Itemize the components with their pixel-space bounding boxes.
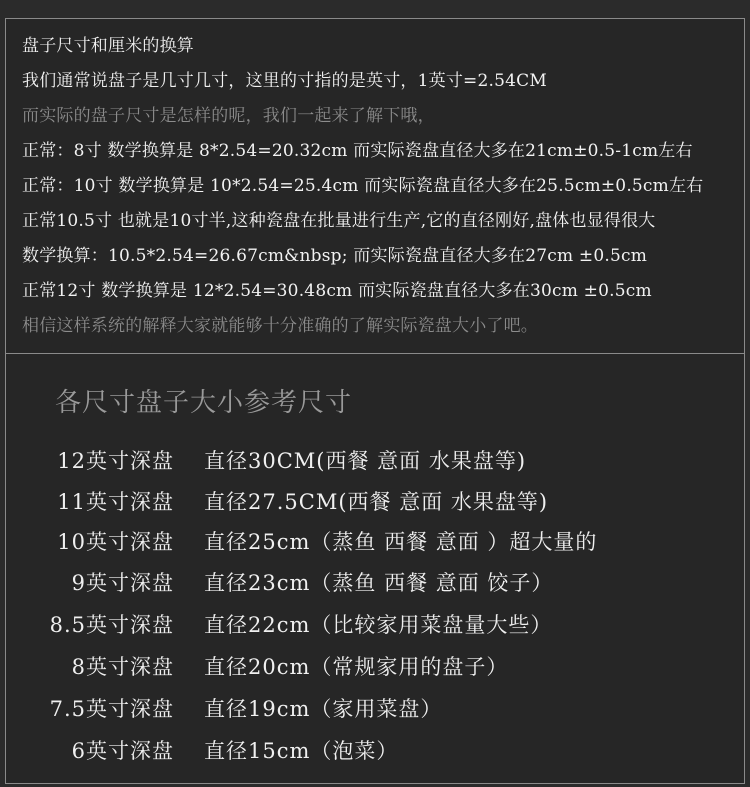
size-detail: 直径15cm（泡菜） — [204, 739, 399, 763]
size-row — [6, 735, 736, 775]
size-row — [6, 567, 736, 607]
size-detail: 直径25cm（蒸鱼 西餐 意面 ）超大量的 — [204, 530, 598, 554]
reference-title: 各尺寸盘子大小参考尺寸 — [55, 388, 353, 418]
intro-title: 盘子尺寸和厘米的换算 — [22, 36, 194, 56]
size-row — [6, 609, 736, 649]
size-detail: 直径30CM(西餐 意面 水果盘等) — [204, 449, 527, 473]
intro-line: 相信这样系统的解释大家就能够十分准确的了解实际瓷盘大小了吧。 — [22, 316, 538, 336]
size-detail: 直径22cm（比较家用菜盘量大些） — [204, 613, 553, 637]
size-row — [6, 651, 736, 691]
intro-line: 正常12寸 数学换算是 12*2.54=30.48cm 而实际瓷盘直径大多在30cm ±0.5cm — [22, 281, 652, 301]
size-label: 6英寸深盘 — [71, 739, 174, 763]
size-label: 7.5英寸深盘 — [49, 697, 174, 721]
intro-line: 数学换算：10.5*2.54=26.67cm&nbsp; 而实际瓷盘直径大多在27cm ±0.5cm — [22, 246, 648, 266]
size-label: 9英寸深盘 — [71, 571, 174, 595]
size-label: 8英寸深盘 — [71, 655, 174, 679]
intro-line: 而实际的盘子尺寸是怎样的呢，我们一起来了解下哦， — [22, 106, 435, 126]
intro-line: 正常：8寸 数学换算是 8*2.54=20.32cm 而实际瓷盘直径大多在21cm±0.5-1cm左右 — [22, 141, 693, 161]
size-detail: 直径23cm（蒸鱼 西餐 意面 饺子） — [204, 571, 554, 595]
size-label: 12英寸深盘 — [57, 449, 174, 473]
intro-line: 正常10.5寸 也就是10寸半,这种瓷盘在批量进行生产,它的直径刚好,盘体也显得很大 — [22, 211, 656, 231]
size-row — [6, 526, 736, 566]
size-row — [6, 486, 736, 526]
size-row — [6, 693, 736, 733]
size-label: 11英寸深盘 — [57, 490, 174, 514]
size-label: 10英寸深盘 — [57, 530, 174, 554]
intro-line: 正常：10寸 数学换算是 10*2.54=25.4cm 而实际瓷盘直径大多在25.5cm±0.5cm左右 — [22, 176, 704, 196]
size-row — [6, 445, 736, 485]
size-detail: 直径27.5CM(西餐 意面 水果盘等) — [204, 490, 549, 514]
size-label: 8.5英寸深盘 — [49, 613, 174, 637]
size-detail: 直径19cm（家用菜盘） — [204, 697, 443, 721]
reference-panel — [5, 353, 745, 784]
size-detail: 直径20cm（常规家用的盘子） — [204, 655, 509, 679]
conversion-panel — [5, 18, 745, 354]
intro-line: 我们通常说盘子是几寸几寸，这里的寸指的是英寸，1英寸=2.54CM — [22, 71, 547, 91]
